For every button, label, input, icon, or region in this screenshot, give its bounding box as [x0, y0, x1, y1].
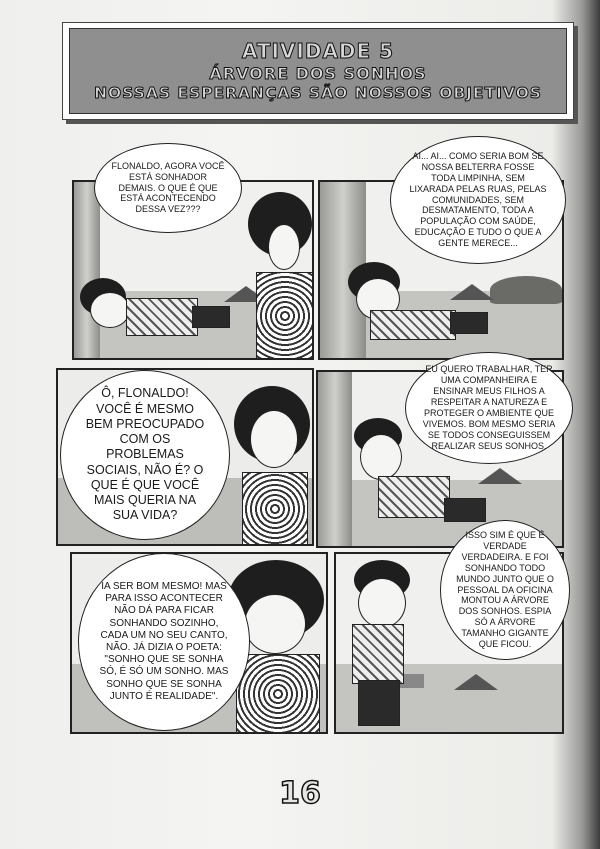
- speech-text-5: IA SER BOM MESMO! MAS PARA ISSO ACONTECER NÃO DÁ PARA FICAR SONHANDO SOZINHO, CADA UM NO SEU CANTO, NÃO. JÁ DIZIA O POETA: "SONHO QUE SE SONHA SÓ, É SÓ UM SONHO. MAS SONHO QUE SE SONHA JUNTO É REALIDADE".: [99, 581, 229, 702]
- flonaldo-standing-illustration: [344, 560, 414, 732]
- speech-bubble-3: [60, 370, 230, 540]
- speech-text-4: EU QUERO TRABALHAR, TER UMA COMPANHEIRA E ENSINAR MEUS FILHOS A RESPEITAR A NATUREZA E PROTEGER O AMBIENTE QUE VIVEMOS. BOM MESMO SERIA SE TODOS CONSEGUISSEM REALIZAR SEUS SONHOS.: [422, 364, 556, 451]
- speech-bubble-2: [390, 136, 566, 264]
- woman-illustration: [242, 192, 312, 358]
- forest-illustration: [490, 276, 562, 304]
- page-number: 16: [279, 776, 321, 811]
- speech-text-6: ISSO SIM É QUE É VERDADE VERDADEIRA. E FOI SONHANDO TODO MUNDO JUNTO QUE O PESSOAL DA OFICINA MONTOU A ÁRVORE DOS SONHOS. ESPIA SÓ A ÁRVORE TAMANHO GIGANTE QUE FICOU.: [456, 529, 554, 650]
- woman-smiling-illustration: [234, 386, 312, 544]
- speech-bubble-6: [440, 520, 570, 660]
- activity-tagline: NOSSAS ESPERANÇAS SÃO NOSSOS OBJETIVOS: [94, 83, 542, 102]
- speech-text-3: Ô, FLONALDO! VOCÊ É MESMO BEM PREOCUPADO COM OS PROBLEMAS SOCIAIS, NÃO É? O QUE É QUE VOCÊ MAIS QUERIA NA SUA VIDA?: [85, 386, 205, 523]
- speech-bubble-5: [78, 553, 250, 731]
- hut-illustration: [454, 674, 498, 690]
- speech-text-1: FLONALDO, AGORA VOCÊ ESTÁ SONHADOR DEMAIS. O QUE É QUE ESTÁ ACONTECENDO DESSA VEZ???: [111, 160, 225, 215]
- speech-bubble-4: [405, 352, 573, 464]
- speech-text-2: AI... AI... COMO SERIA BOM SE NOSSA BELTERRA FOSSE TODA LIMPINHA, SEM LIXARADA PELAS RUAS, PELAS COMUNIDADES, SEM DESMATAMENTO, TODA A POPULAÇÃO COM SAÚDE, EDUCAÇÃO E TUDO O QUE A GENTE MERECE...: [409, 150, 547, 249]
- tree-trunk-illustration: [318, 372, 352, 546]
- flonaldo-lying-illustration: [80, 278, 230, 348]
- flonaldo-resting-illustration: [340, 262, 490, 342]
- activity-subtitle: ÁRVORE DOS SONHOS: [209, 63, 427, 83]
- hut-illustration: [478, 468, 522, 484]
- speech-bubble-1: [94, 143, 242, 233]
- title-banner-inner: [69, 28, 567, 114]
- activity-title: ATIVIDADE 5: [241, 38, 395, 63]
- title-banner: [62, 22, 574, 120]
